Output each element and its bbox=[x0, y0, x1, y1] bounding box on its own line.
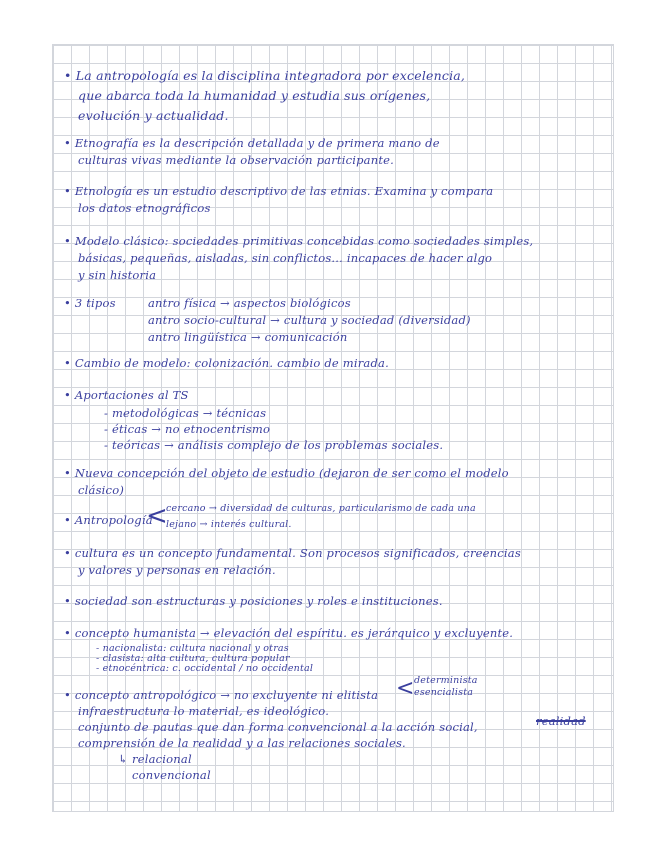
note-antropologia-line-2: que abarca toda la humanidad y estudia sus orígenes, bbox=[78, 88, 431, 103]
note-sub-relacional: relacional bbox=[132, 752, 192, 766]
note-tres-tipos-item-2: antro socio-cultural → cultura y sociedad (diversidad) bbox=[148, 313, 471, 327]
note-antropologia-lejano: lejano → interés cultural. bbox=[166, 519, 292, 530]
note-concepto-humanista: • concepto humanista → elevación del espíritu. es jerárquico y excluyente. bbox=[64, 626, 514, 640]
note-antropologia-cercano: cercano → diversidad de culturas, particularismo de cada una bbox=[166, 503, 476, 514]
brace-icon: < bbox=[396, 676, 415, 701]
note-aportaciones-item-2: - éticas → no etnocentrismo bbox=[104, 422, 271, 436]
note-cultura-line-1: • cultura es un concepto fundamental. Son procesos significados, creencias bbox=[64, 546, 521, 560]
note-antropologia-line-3: evolución y actualidad. bbox=[78, 108, 229, 123]
note-nueva-concepcion-line-1: • Nueva concepción del objeto de estudio (dejaron de ser como el modelo bbox=[64, 466, 509, 480]
note-brace-determinista: determinista bbox=[414, 675, 478, 686]
note-sociedad: • sociedad son estructuras y posiciones y roles e instituciones. bbox=[64, 594, 443, 608]
note-struck-word: realidad bbox=[536, 714, 586, 728]
note-humanista-item-1: - nacionalista: cultura nacional y otras bbox=[96, 643, 289, 654]
note-aportaciones-title: • Aportaciones al TS bbox=[64, 388, 189, 402]
brace-icon: < bbox=[146, 501, 168, 531]
note-modelo-clasico-line-3: y sin historia bbox=[78, 268, 157, 282]
note-tres-tipos-lead: • 3 tipos bbox=[64, 296, 116, 310]
note-etnologia-line-1: • Etnología es un estudio descriptivo de las etnias. Examina y compara bbox=[64, 184, 494, 198]
note-etnografia-line-2: culturas vivas mediante la observación participante. bbox=[78, 153, 395, 167]
note-concepto-antropologico: • concepto antropológico → no excluyente ni elitista bbox=[64, 688, 379, 702]
note-modelo-clasico-line-1: • Modelo clásico: sociedades primitivas concebidas como sociedades simples, bbox=[64, 234, 534, 248]
note-cambio-modelo: • Cambio de modelo: colonización. cambio de mirada. bbox=[64, 356, 389, 370]
note-modelo-clasico-line-2: básicas, pequeñas, aisladas, sin conflictos... incapaces de hacer algo bbox=[78, 251, 493, 265]
note-antropologia-line-1: • La antropología es la disciplina integradora por excelencia, bbox=[64, 68, 466, 83]
note-cultura-line-2: y valores y personas en relación. bbox=[78, 563, 276, 577]
note-tres-tipos-item-1: antro física → aspectos biológicos bbox=[148, 296, 351, 310]
note-antropologico-line-1: infraestructura lo material, es ideológico. bbox=[78, 704, 330, 718]
note-tres-tipos-item-3: antro lingüística → comunicación bbox=[148, 330, 348, 344]
note-aportaciones-item-1: - metodológicas → técnicas bbox=[104, 406, 267, 420]
note-sub-convencional: convencional bbox=[132, 768, 211, 782]
note-aportaciones-item-3: - teóricas → análisis complejo de los problemas sociales. bbox=[104, 438, 444, 452]
note-etnografia-line-1: • Etnografía es la descripción detallada y de primera mano de bbox=[64, 136, 440, 150]
note-antropologia-lead: • Antropología bbox=[64, 513, 153, 527]
note-humanista-item-3: - etnocéntrica: c. occidental / no occidental bbox=[96, 663, 314, 674]
note-antropologico-line-2: conjunto de pautas que dan forma convencional a la acción social, bbox=[78, 720, 478, 734]
right-arrow-icon: ↳ bbox=[118, 752, 128, 766]
note-antropologico-line-3: comprensión de la realidad y a las relaciones sociales. bbox=[78, 736, 406, 750]
note-humanista-item-2: - clasista: alta cultura, cultura popular bbox=[96, 653, 290, 664]
note-brace-esencialista: esencialista bbox=[414, 687, 474, 698]
note-nueva-concepcion-line-2: clásico) bbox=[78, 483, 125, 497]
note-etnologia-line-2: los datos etnográficos bbox=[78, 201, 211, 215]
